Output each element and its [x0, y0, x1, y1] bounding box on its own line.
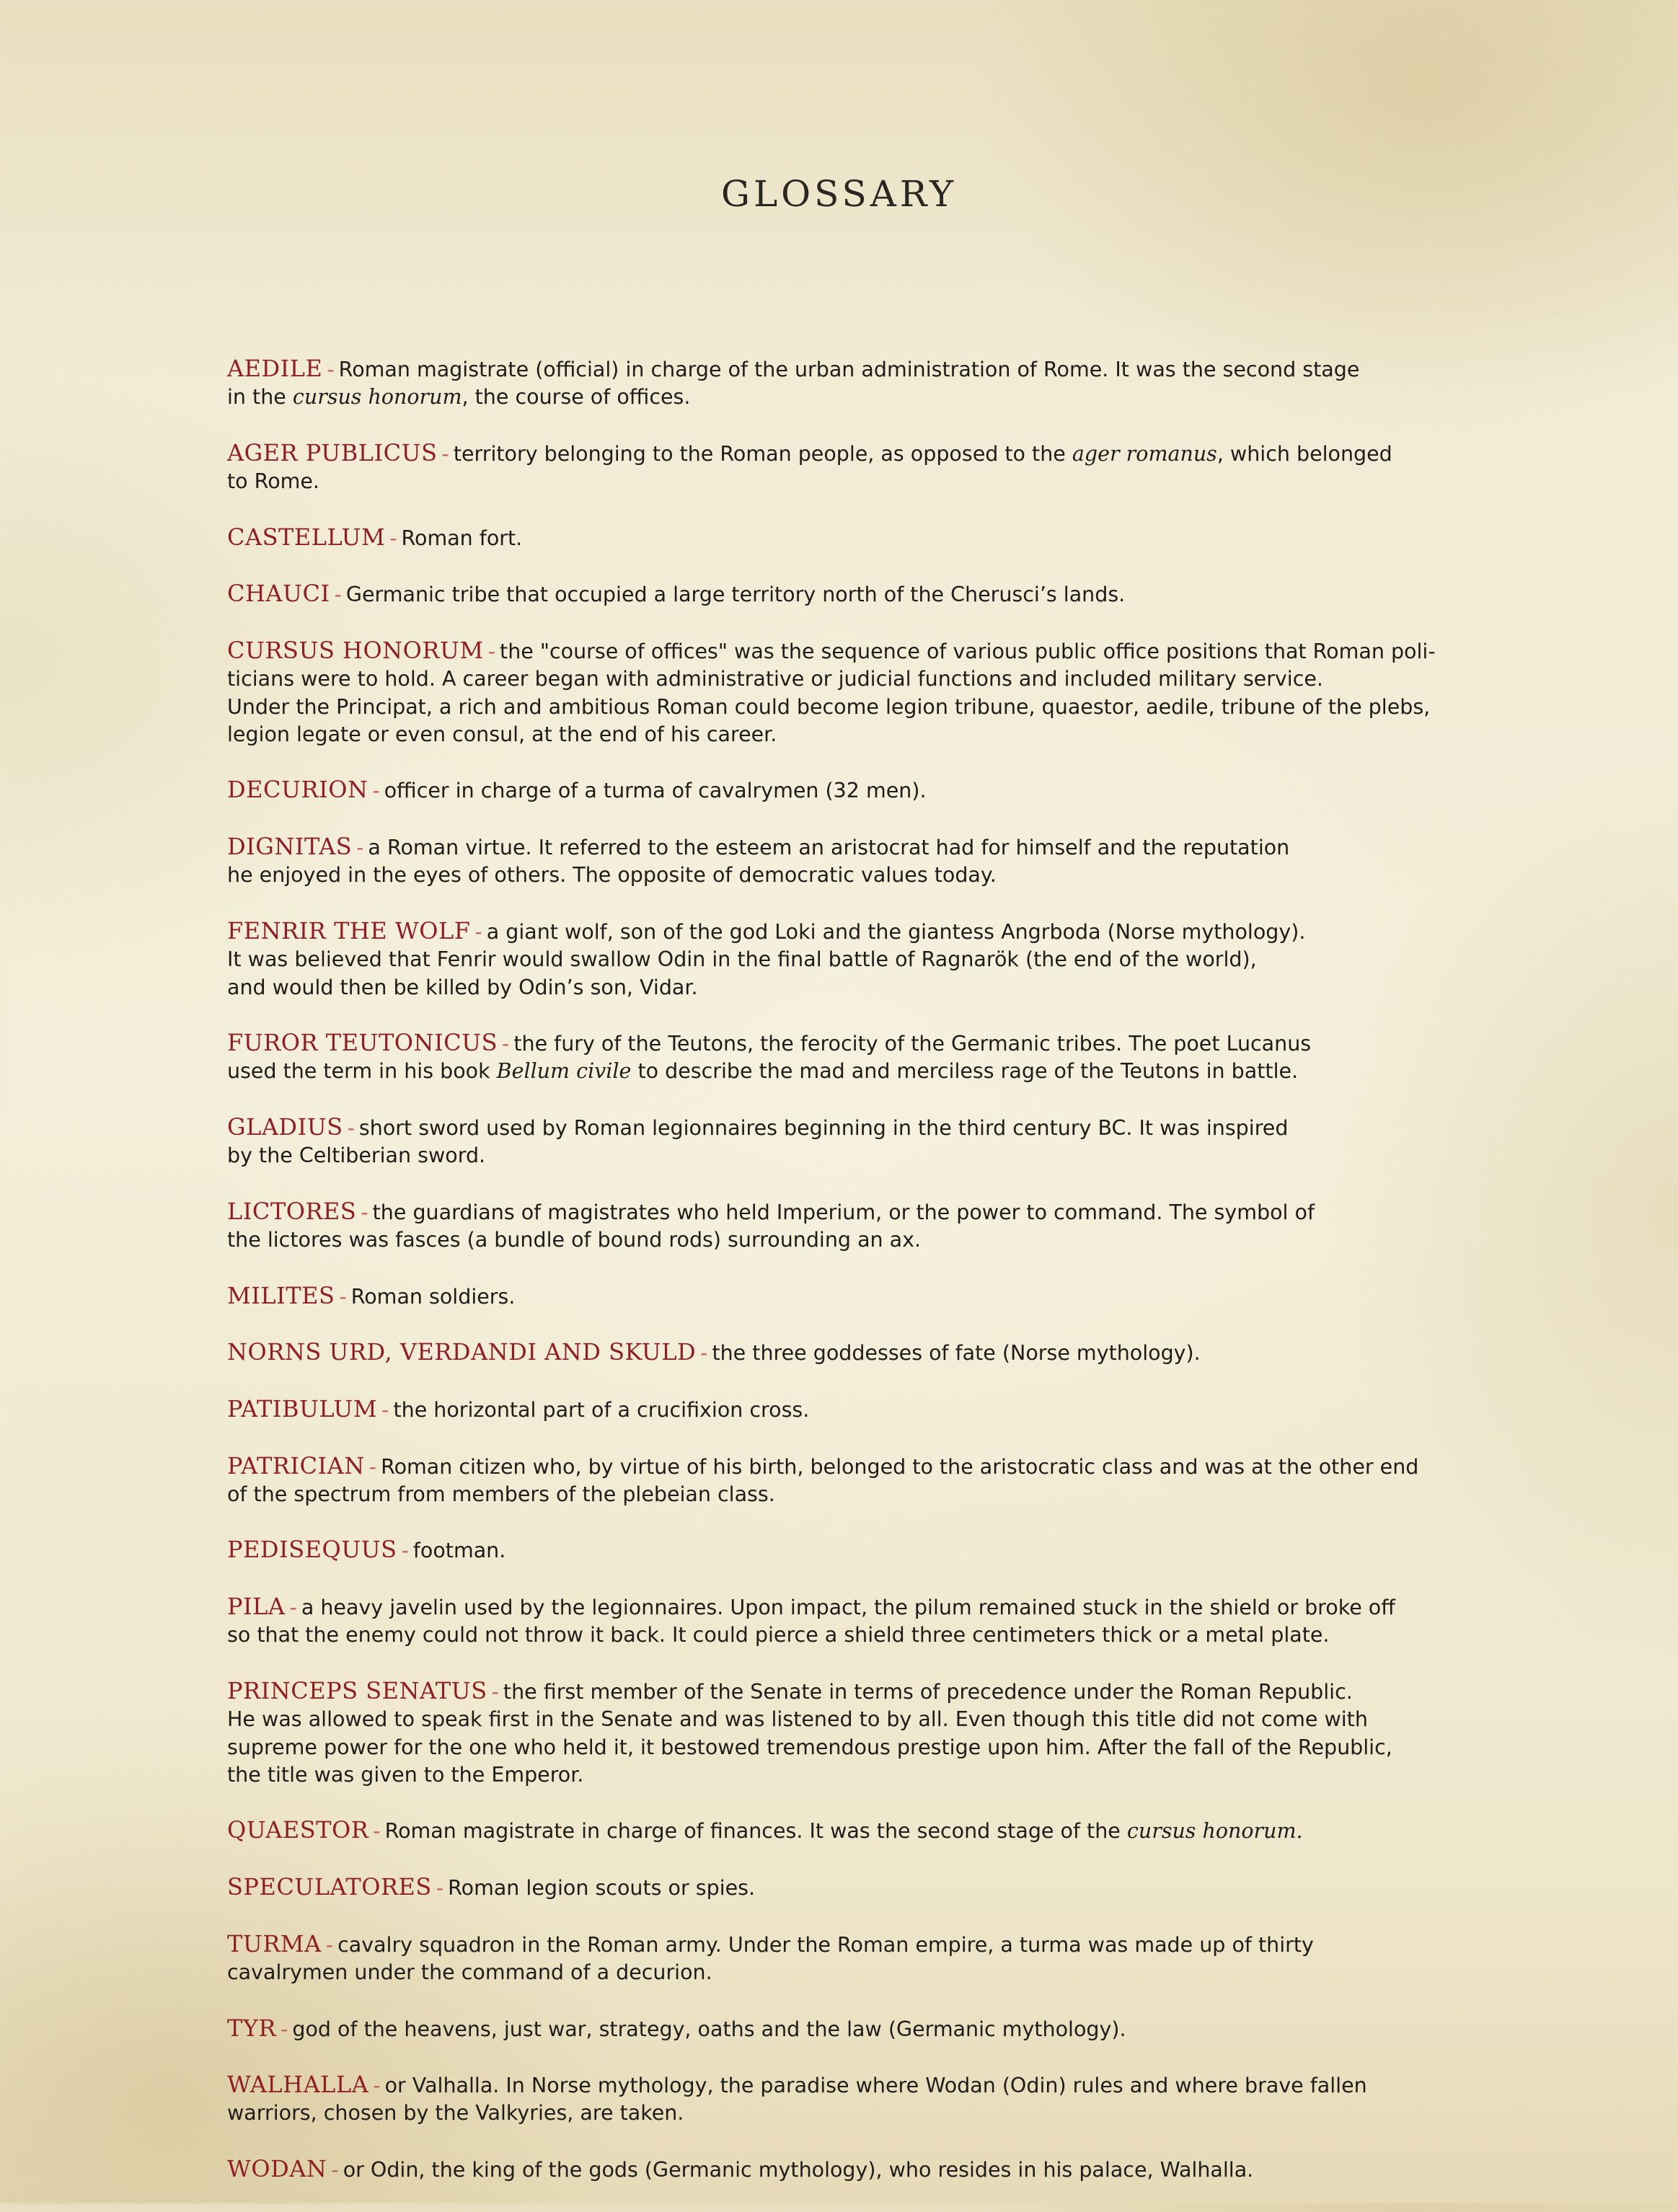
- glossary-term: DECURION: [227, 776, 368, 804]
- glossary-term: DIGNITAS: [227, 833, 353, 861]
- definition-text: Roman magistrate (official) in charge of the urban administration of Rome. It was the second stage: [338, 358, 1360, 381]
- definition-text: Roman fort.: [401, 526, 523, 550]
- definition-text: of the spectrum from members of the plebeian class.: [227, 1482, 775, 1506]
- definition-text: the title was given to the Emperor.: [227, 1762, 584, 1787]
- definition-text: Germanic tribe that occupied a large territory north of the Cherusci’s lands.: [345, 583, 1126, 607]
- glossary-entry: [227, 833, 1467, 890]
- glossary-term: CASTELLUM: [227, 523, 386, 551]
- definition-text: god of the heavens, just war, strategy, oaths and the law (Germanic mythology).: [292, 2017, 1126, 2041]
- definition-text: cursus honorum.: [1126, 1819, 1303, 1844]
- term-separator: -: [491, 1679, 499, 1704]
- definition-text: or Valhalla. In Norse mythology, the paradise where Wodan (Odin) rules and where brave fallen: [384, 2074, 1367, 2098]
- glossary-term: LICTORES: [227, 1197, 357, 1225]
- glossary-entry: [227, 1930, 1467, 1987]
- definition-text: so that the enemy could not throw it back. It could pierce a shield three centimeters thick or a metal plate.: [227, 1623, 1330, 1647]
- term-separator: -: [441, 441, 449, 466]
- glossary-entry: [227, 355, 1467, 412]
- term-separator: -: [356, 836, 364, 860]
- definition-text: the fury of the Teutons, the ferocity of the Germanic tribes. The poet Lucanus: [513, 1032, 1312, 1056]
- definition-text: the three goddesses of fate (Norse mythology).: [712, 1341, 1201, 1366]
- glossary-term: CHAUCI: [227, 580, 330, 608]
- definition-text: short sword used by Roman legionnaires beginning in the third century BC. It was inspired: [358, 1116, 1289, 1141]
- definition-text: a heavy javelin used by the legionnaires. Upon impact, the pilum remained stuck in the shield or broke off: [301, 1596, 1395, 1620]
- definition-text: cavalry squadron in the Roman army. Under the Roman empire, a turma was made up of thirty: [337, 1932, 1314, 1957]
- term-separator: -: [347, 1116, 355, 1141]
- glossary-term: PEDISEQUUS: [227, 1536, 397, 1564]
- definition-text: Under the Principat, a rich and ambitious Roman could become legion tribune, quaestor, aedile, tribune of the plebs,: [227, 694, 1431, 719]
- definition-text: the first member of the Senate in terms of precedence under the Roman Republic.: [503, 1679, 1353, 1704]
- term-separator: -: [361, 1200, 368, 1224]
- glossary-entry: [227, 1873, 1467, 1902]
- definition-text: to describe the mad and merciless rage of the Teutons in battle.: [631, 1059, 1299, 1084]
- glossary-entry: [227, 917, 1467, 1001]
- definition-text: a giant wolf, son of the god Loki and the giantess Angrboda (Norse mythology).: [486, 919, 1306, 944]
- term-separator: -: [289, 1596, 297, 1620]
- glossary-entry: [227, 1677, 1467, 1789]
- glossary-entry: [227, 580, 1467, 609]
- definition-text: to Rome.: [227, 469, 319, 494]
- definition-text: cursus honorum: [292, 385, 462, 410]
- glossary-entry: [227, 637, 1467, 748]
- definition-text: , the course of offices.: [462, 385, 691, 410]
- glossary-entry: [227, 439, 1467, 496]
- glossary-entry: [227, 1452, 1467, 1509]
- glossary-term: FENRIR THE WOLF: [227, 916, 471, 944]
- term-separator: -: [334, 583, 342, 607]
- definition-text: territory belonging to the Roman people, as opposed to the: [453, 441, 1072, 466]
- term-separator: -: [327, 358, 335, 381]
- glossary-term: PRINCEPS SENATUS: [227, 1676, 487, 1704]
- glossary-term: NORNS URD, VERDANDI AND SKULD: [227, 1338, 697, 1366]
- glossary-term: PATIBULUM: [227, 1394, 378, 1423]
- glossary-term: FUROR TEUTONICUS: [227, 1029, 498, 1057]
- term-separator: -: [381, 1397, 389, 1422]
- term-separator: -: [436, 1876, 444, 1901]
- term-separator: -: [502, 1032, 510, 1056]
- term-separator: -: [373, 1819, 381, 1844]
- glossary-term: GLADIUS: [227, 1113, 343, 1141]
- glossary-term: TURMA: [227, 1929, 322, 1957]
- glossary-entry: [227, 1338, 1467, 1367]
- glossary-term: AGER PUBLICUS: [227, 438, 438, 466]
- glossary-entry: [227, 1593, 1467, 1650]
- definition-text: the "course of offices" was the sequence of various public office positions that Roman poli-: [500, 639, 1436, 663]
- definition-text: footman.: [412, 1539, 506, 1563]
- definition-text: he enjoyed in the eyes of others. The opposite of democratic values today.: [227, 863, 997, 888]
- glossary-entry: [227, 1198, 1467, 1255]
- glossary-term: MILITES: [227, 1281, 335, 1309]
- definition-text: It was believed that Fenrir would swallow Odin in the final battle of Ragnarök (the end of the world),: [227, 947, 1257, 972]
- glossary-term: PILA: [227, 1593, 286, 1621]
- definition-text: in the: [227, 385, 293, 410]
- term-separator: -: [281, 2017, 288, 2041]
- term-separator: -: [373, 2074, 381, 2098]
- glossary-entry: [227, 1029, 1467, 1086]
- glossary-entry: [227, 2071, 1467, 2128]
- definition-text: a Roman virtue. It referred to the esteem an aristocrat had for himself and the reputation: [368, 836, 1290, 860]
- definition-text: the lictores was fasces (a bundle of bound rods) surrounding an ax.: [227, 1228, 922, 1252]
- term-separator: -: [389, 526, 397, 550]
- definition-text: Roman citizen who, by virtue of his birth, belonged to the aristocratic class and was at the other end: [381, 1454, 1419, 1479]
- glossary-term: SPECULATORES: [227, 1873, 432, 1901]
- term-separator: -: [368, 1454, 377, 1479]
- glossary-term: PATRICIAN: [227, 1451, 365, 1479]
- definition-text: used the term in his book: [227, 1059, 497, 1084]
- definition-text: officer in charge of a turma of cavalrymen (32 men).: [384, 779, 927, 803]
- definition-text: cavalrymen under the command of a decurion.: [227, 1960, 712, 1984]
- glossary-entry: [227, 776, 1467, 805]
- glossary-term: WODAN: [227, 2155, 327, 2182]
- definition-text: Bellum civile: [496, 1059, 632, 1084]
- term-separator: -: [372, 779, 380, 803]
- glossary-term: WALHALLA: [227, 2071, 369, 2099]
- glossary-entry: [227, 1113, 1467, 1170]
- term-separator: -: [401, 1539, 409, 1563]
- definition-text: and would then be killed by Odin’s son, Vidar.: [227, 975, 698, 999]
- definition-text: ager romanus: [1072, 441, 1217, 466]
- definition-text: the horizontal part of a crucifixion cross.: [393, 1397, 810, 1422]
- glossary-entry: [227, 2155, 1467, 2184]
- definition-text: or Odin, the king of the gods (Germanic mythology), who resides in his palace, Walhalla.: [343, 2158, 1254, 2182]
- glossary-entry: [227, 523, 1467, 552]
- definition-text: He was allowed to speak first in the Senate and was listened to by all. Even though this title did not come with: [227, 1707, 1368, 1732]
- definition-text: legion legate or even consul, at the end of his career.: [227, 722, 777, 746]
- term-separator: -: [487, 639, 496, 663]
- term-separator: -: [339, 1284, 347, 1309]
- definition-text: Roman legion scouts or spies.: [448, 1876, 756, 1901]
- glossary-entry: [227, 2014, 1467, 2043]
- definition-text: the guardians of magistrates who held Imperium, or the power to command. The symbol of: [372, 1200, 1315, 1224]
- definition-text: warriors, chosen by the Valkyries, are taken.: [227, 2101, 684, 2125]
- definition-text: Roman magistrate in charge of finances. It was the second stage of the: [384, 1819, 1127, 1844]
- glossary-entry: [227, 1395, 1467, 1424]
- glossary-entry: [227, 1536, 1467, 1565]
- glossary-entry: [227, 1282, 1467, 1311]
- glossary-term: QUAESTOR: [227, 1816, 369, 1844]
- page-title: GLOSSARY: [721, 173, 957, 215]
- term-separator: -: [700, 1341, 708, 1366]
- glossary-term: AEDILE: [227, 355, 323, 382]
- definition-text: , which belonged: [1216, 441, 1392, 466]
- definition-text: supreme power for the one who held it, it bestowed tremendous prestige upon him. After the fall of the Republic,: [227, 1735, 1392, 1759]
- glossary-entry: [227, 1816, 1467, 1845]
- glossary-term: CURSUS HONORUM: [227, 636, 484, 664]
- term-separator: -: [331, 2158, 339, 2182]
- term-separator: -: [474, 919, 482, 944]
- definition-text: Roman soldiers.: [350, 1284, 516, 1309]
- definition-text: ticians were to hold. A career began with administrative or judicial functions and included military service.: [227, 667, 1323, 691]
- glossary-list: [227, 355, 1467, 2212]
- term-separator: -: [325, 1932, 334, 1957]
- definition-text: by the Celtiberian sword.: [227, 1143, 486, 1168]
- glossary-term: TYR: [227, 2014, 277, 2042]
